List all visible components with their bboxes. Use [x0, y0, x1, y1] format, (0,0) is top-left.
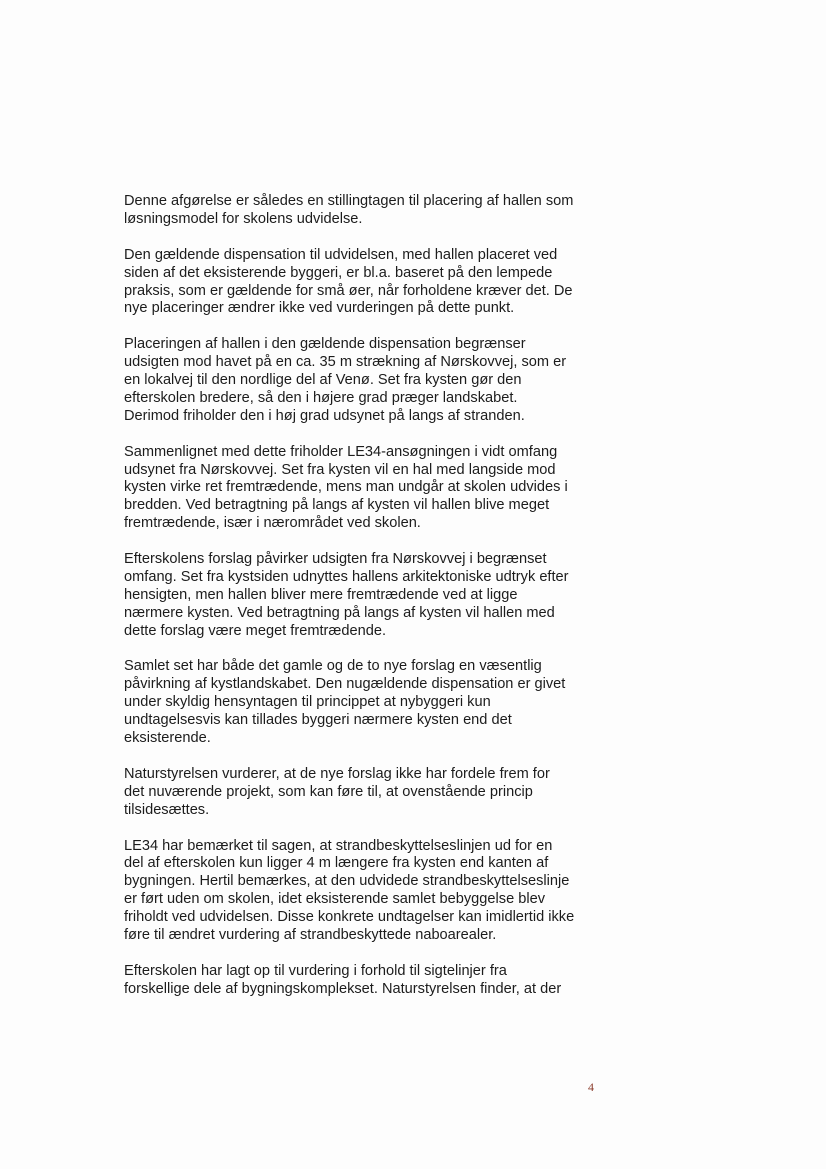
page-number: 4	[588, 1080, 594, 1094]
paragraph: Efterskolens forslag påvirker udsigten fra Nørskovvej i begrænset omfang. Set fra kystsiden udnyttes hallens arkitektoniske udtryk efter hensigten, men hallen bliver mere fremtrædende ved at ligge nærmere kysten. Ved betragtning på langs af kysten vil hallen med dette forslag være meget fremtrædende.	[124, 551, 569, 639]
paragraph: Samlet set har både det gamle og de to nye forslag en væsentlig påvirkning af kystlandskabet. Den nugældende dispensation er givet under skyldig hensyntagen til princippet at nybyggeri kun undtagelsesvis kan tillades byggeri nærmere kysten end det eksisterende.	[124, 658, 566, 747]
paragraph: LE34 har bemærket til sagen, at strandbeskyttelseslinjen ud for en del af efterskolen kun ligger 4 m længere fra kysten end kanten af bygningen. Hertil bemærkes, at den udvidede strandbeskyttelseslinje er ført uden om skolen, idet eksisterende samlet bebyggelse blev friholdt ved udvidelsen. Disse konkrete undtagelser kan imidlertid ikke føre til ændret vurdering af strandbeskyttede naboarealer.	[124, 837, 575, 944]
body-text	[124, 193, 604, 999]
paragraph: Naturstyrelsen vurderer, at de nye forslag ikke har fordele frem for det nuværende projekt, som kan føre til, at ovenstående princip tilsidesættes.	[124, 765, 550, 818]
paragraph: Sammenlignet med dette friholder LE34-ansøgningen i vidt omfang udsynet fra Nørskovvej. Set fra kysten vil en hal med langside mod kysten virke ret fremtrædende, mens man undgår at skolen udvides i bredden. Ved betragtning på langs af kysten vil hallen blive meget fremtrædende, især i nærområdet ved skolen.	[124, 443, 568, 532]
paragraph: Den gældende dispensation til udvidelsen, med hallen placeret ved siden af det eksisterende byggeri, er bl.a. baseret på den lempede praksis, som er gældende for små øer, når forholdene kræver det. De nye placeringer ændrer ikke ved vurderingen på dette punkt.	[124, 246, 573, 317]
paragraph: Efterskolen har lagt op til vurdering i forhold til sigtelinjer fra forskellige dele af bygningskomplekset. Naturstyrelsen finder, at der	[124, 962, 562, 997]
paragraph: Placeringen af hallen i den gældende dispensation begrænser udsigten mod havet på en ca. 35 m strækning af Nørskovvej, som er en lokalvej til den nordlige del af Venø. Set fra kysten gør den efterskolen bredere, så den i højere grad præger landskabet. Derimod friholder den i høj grad udsynet på langs af stranden.	[124, 336, 567, 424]
paragraph: Denne afgørelse er således en stillingtagen til placering af hallen som løsningsmodel for skolens udvidelse.	[124, 193, 574, 227]
